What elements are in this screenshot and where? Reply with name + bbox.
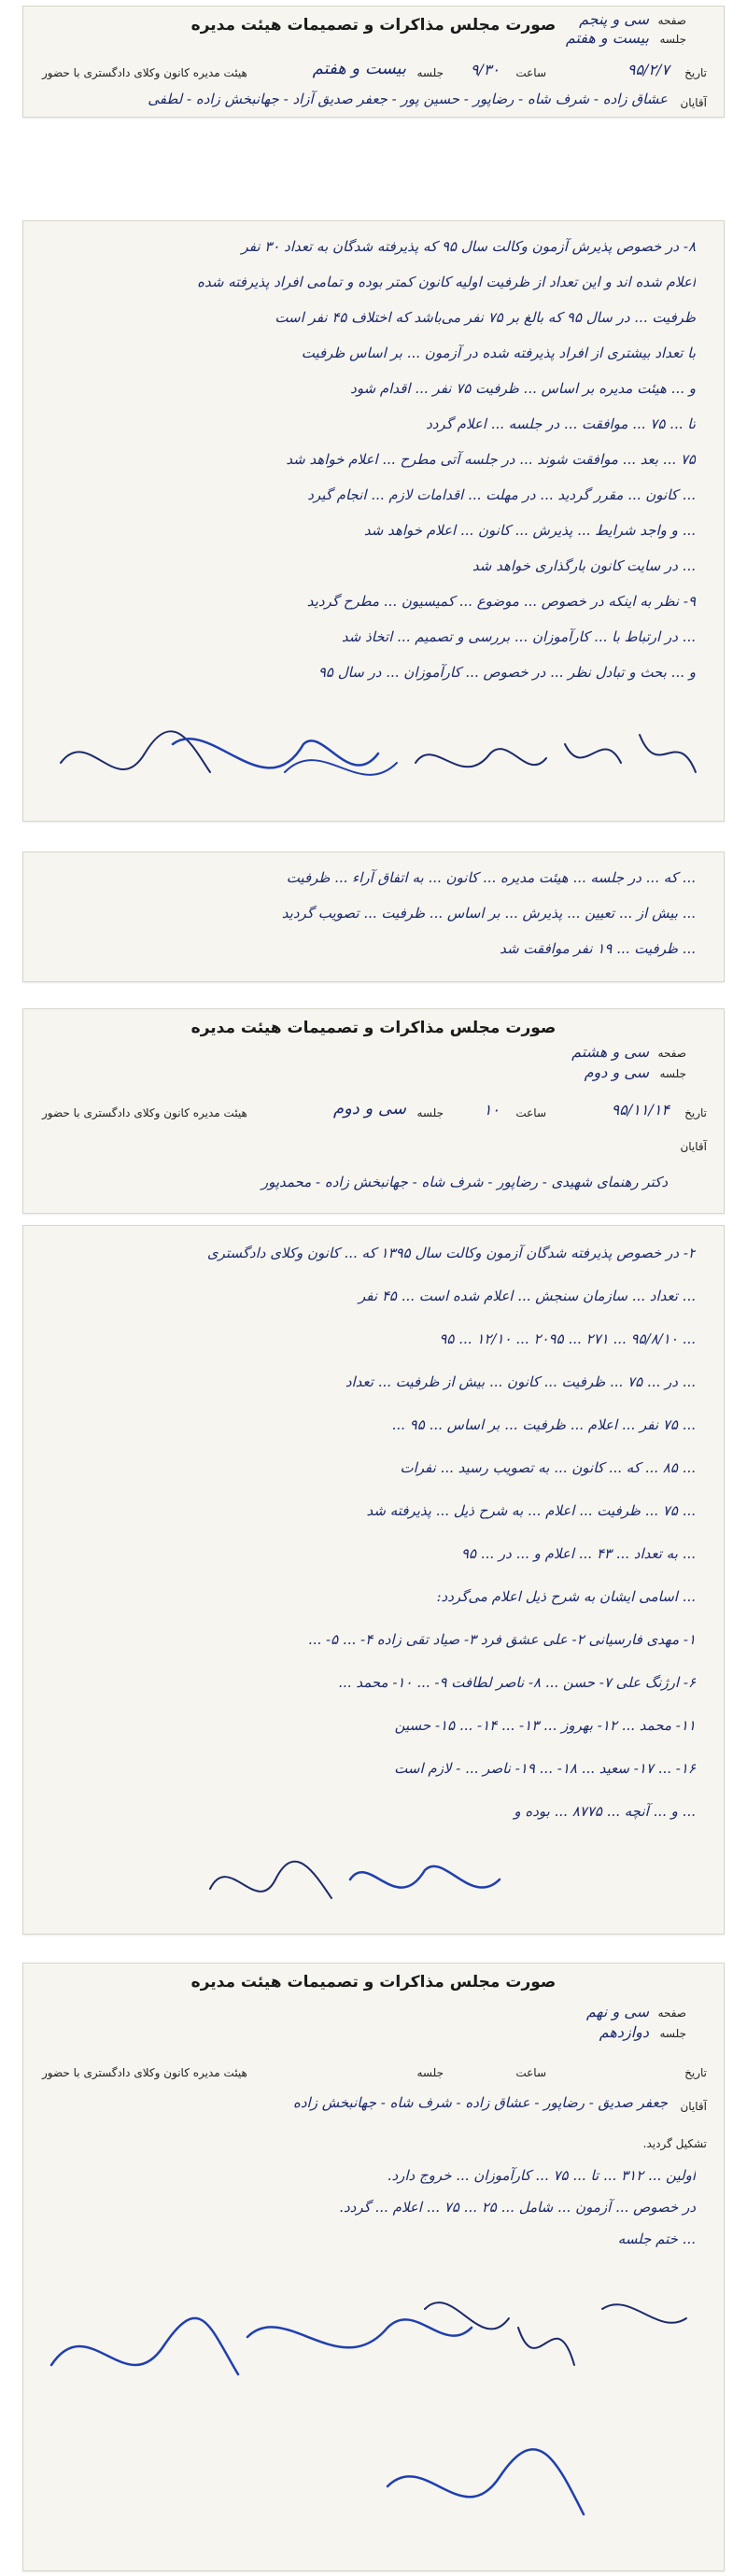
minutes-line: ... در سایت کانون بارگذاری خواهد شد [472, 557, 696, 574]
page-number: سی و پنجم [579, 10, 649, 28]
minutes-title: صورت مجلس مذاکرات و تصمیمات هیئت مدیره [190, 16, 557, 35]
session-number: بیست و هفتم [565, 29, 649, 47]
minutes-line: ... ۷۵ نفر ... اعلام ... ظرفیت ... بر اساس ... ۹۵ ... [391, 1416, 696, 1433]
page-label: صفحه [657, 2006, 686, 2020]
minutes-page-6 [22, 1963, 725, 2571]
minutes-title: صورت مجلس مذاکرات و تصمیمات هیئت مدیره [190, 1019, 557, 1037]
date-value: ۹۵/۲/۷ [627, 61, 669, 78]
session-field-label: جلسه [416, 2066, 444, 2079]
minutes-line: ... و ... آنچه ... ۸۷۷۵ ... بوده و [514, 1803, 696, 1820]
minutes-line: ظرفیت ... در سال ۹۵ که بالغ بر ۷۵ نفر می‌باشد که اختلاف ۴۵ نفر است [275, 309, 696, 326]
minutes-line: و ... هیئت مدیره بر اساس ... ظرفیت ۷۵ نفر ... اقدام شود [350, 380, 696, 397]
minutes-line: اولین ... ۳۱۲ ... تا ... ۷۵ ... کارآموزان ... خروج دارد. [387, 2167, 696, 2184]
time-label: ساعت [515, 1106, 546, 1119]
minutes-line: ... ۷۵ ... ظرفیت ... اعلام ... به شرح ذیل ... پذیرفته شد [366, 1502, 696, 1519]
minutes-page-4 [22, 1008, 725, 1214]
minutes-line: و ... بحث و تبادل نظر ... در خصوص ... کارآموزان ... در سال ۹۵ [317, 664, 696, 681]
date-label: تاریخ [684, 2066, 707, 2079]
minutes-line: ... ظرفیت ... ۱۹ نفر موافقت شد [500, 940, 696, 957]
minutes-line: ... اسامی ایشان به شرح ذیل اعلام می‌گردد: [436, 1588, 696, 1605]
minutes-line: ... ۹۵/۸/۱۰ ... ۲۷۱ ... ۲۰۹۵ ... ۱۲/۱۰ ... ۹۵ [439, 1330, 696, 1347]
minutes-page-1 [22, 6, 725, 118]
date-label: تاریخ [684, 1106, 707, 1119]
members-list: عشاق زاده - شرف شاه - رضاپور - حسین پور - جعفر صدیق آزاد - جهانبخش زاده - لطفی [148, 91, 668, 107]
minutes-line: ... که ... در جلسه ... هیئت مدیره ... کانون ... به اتفاق آراء ... ظرفیت [286, 869, 696, 886]
minutes-line: با تعداد بیشتری از افراد پذیرفته شده در آزمون ... بر اساس ظرفیت [301, 345, 696, 361]
time-value: ۹/۳۰ [470, 61, 500, 78]
presence-text: هیئت مدیره کانون وکلای دادگستری با حضور [42, 1106, 247, 1119]
members-label: آقایان [680, 96, 707, 109]
presence-text: هیئت مدیره کانون وکلای دادگستری با حضور [42, 2066, 247, 2079]
session-label: جلسه [659, 33, 686, 46]
minutes-line: ۷۵ ... بعد ... موافقت شوند ... در جلسه آتی مطرح ... اعلام خواهد شد [286, 451, 696, 468]
signatures [33, 2272, 714, 2561]
session-number: سی و دوم [584, 1063, 649, 1081]
signatures [42, 707, 707, 811]
minutes-line: ۹- نظر به اینکه در خصوص ... موضوع ... کمیسیون ... مطرح گردید [306, 593, 696, 610]
page-number: سی و هشتم [571, 1043, 649, 1061]
minutes-page-3 [22, 852, 725, 982]
members-list: دکتر رهنمای شهیدی - رضاپور - شرف شاه - جهانبخش زاده - محمدپور [261, 1174, 668, 1190]
time-label: ساعت [515, 2066, 546, 2079]
date-label: تاریخ [684, 66, 707, 79]
session-label: جلسه [659, 1067, 686, 1080]
presence-text: هیئت مدیره کانون وکلای دادگستری با حضور [42, 66, 247, 79]
minutes-line: ... در ارتباط با ... کارآموزان ... بررسی و تصمیم ... اتخاذ شد [341, 628, 696, 645]
session-field-value: بیست و هفتم [312, 59, 406, 78]
signatures [191, 1842, 565, 1926]
minutes-line: ... کانون ... مقرر گردید ... در مهلت ... اقدامات لازم ... انجام گیرد [307, 486, 696, 503]
minutes-line: ... و واجد شرایط ... پذیرش ... کانون ... اعلام خواهد شد [363, 522, 696, 539]
members-label: آقایان [680, 2100, 707, 2113]
minutes-line: در خصوص ... آزمون ... شامل ... ۲۵ ... ۷۵ ... اعلام ... گردد. [339, 2199, 696, 2216]
minutes-page-5 [22, 1225, 725, 1935]
members-list: جعفر صدیق - رضاپور - عشاق زاده - شرف شاه - جهانبخش زاده [293, 2094, 668, 2111]
minutes-line: ... ۸۵ ... که ... کانون ... به تصویب رسید ... نفرات [400, 1459, 696, 1476]
time-value: ۱۰ [483, 1101, 500, 1119]
formation-text: تشکیل گردید. [642, 2137, 707, 2150]
minutes-line: ... در ... ۷۵ ... ظرفیت ... کانون ... بیش از ظرفیت ... تعداد [345, 1373, 696, 1390]
name-list-line: ۶- ارژنگ علی ۷- حسن ... ۸- ناصر لطافت ۹- ... ۱۰- محمد ... [338, 1674, 696, 1691]
minutes-title: صورت مجلس مذاکرات و تصمیمات هیئت مدیره [190, 1973, 557, 1992]
time-label: ساعت [515, 66, 546, 79]
name-list-line: ۱۶- ... ۱۷- سعید ... ۱۸- ... ۱۹- ناصر ... - لازم است [394, 1760, 696, 1777]
session-field-label: جلسه [416, 1106, 444, 1119]
page-number: سی و نهم [585, 2003, 649, 2020]
minutes-line: ... به تعداد ... ۴۳ ... اعلام و ... در ... ۹۵ [460, 1545, 696, 1562]
name-list-line: ۱۱- محمد ... ۱۲- بهروز ... ۱۳- ... ۱۴- ... ۱۵- حسین [394, 1717, 696, 1734]
session-field-label: جلسه [416, 66, 444, 79]
page-label: صفحه [657, 14, 686, 27]
minutes-page-2 [22, 220, 725, 822]
name-list-line: ۱- مهدی فارسیانی ۲- علی عشق فرد ۳- صیاد تقی زاده ۴- ... ۵- ... [307, 1631, 696, 1648]
date-value: ۹۵/۱۱/۱۴ [611, 1101, 669, 1119]
minutes-line: ... تعداد ... سازمان سنجش ... اعلام شده است ... ۴۵ نفر [359, 1288, 696, 1304]
minutes-line: اعلام شده اند و این تعداد از ظرفیت اولیه کانون کمتر بوده و تمامی افراد پذیرفته شده [197, 274, 696, 290]
minutes-line: ۲- در خصوص پذیرفته شدگان آزمون وکالت سال ۱۳۹۵ که ... کانون وکلای دادگستری [206, 1245, 696, 1261]
session-number: دوازدهم [599, 2023, 649, 2041]
minutes-line: ... ختم جلسه [617, 2231, 696, 2247]
minutes-line: ۸- در خصوص پذیرش آزمون وکالت سال ۹۵ که پذیرفته شدگان به تعداد ۳۰ نفر [241, 238, 696, 255]
session-label: جلسه [659, 2027, 686, 2040]
members-label: آقایان [680, 1140, 707, 1153]
page-label: صفحه [657, 1047, 686, 1060]
session-field-value: سی و دوم [332, 1099, 406, 1119]
minutes-line: ... بیش از ... تعیین ... پذیرش ... بر اساس ... ظرفیت ... تصویب گردید [281, 905, 696, 922]
minutes-line: تا ... ۷۵ ... موافقت ... در جلسه ... اعلام گردد [426, 415, 696, 432]
